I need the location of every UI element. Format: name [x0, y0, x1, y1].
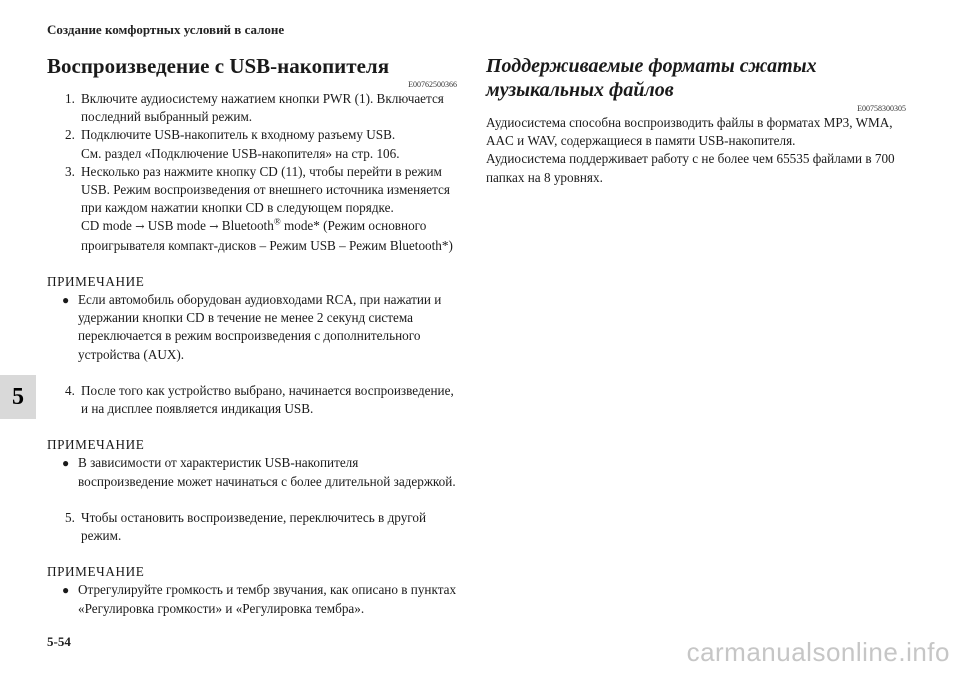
- supported-formats-title: Поддерживаемые форматы сжатых музыкальных файлов: [486, 55, 817, 101]
- note-1: [62, 291, 457, 364]
- step-1: [65, 90, 457, 126]
- note-heading-2: ПРИМЕЧАНИЕ: [47, 437, 145, 453]
- supported-formats-code: E00758300305: [857, 104, 906, 113]
- step-4: [65, 382, 457, 418]
- step-4-number: 4.: [65, 382, 75, 398]
- mode-sequence-usb: USB mode: [147, 218, 206, 234]
- step-5: [65, 509, 457, 545]
- step-3: [65, 163, 457, 255]
- mode-sequence-cd: CD mode: [81, 218, 132, 234]
- usb-playback-code: E00762500366: [408, 80, 457, 89]
- step-5-number: 5.: [65, 509, 75, 525]
- bullet-icon: ●: [62, 456, 70, 471]
- formats-paragraph: Аудиосистема способна воспроизводить файлы в форматах MP3, WMA, AAC и WAV, содержащиеся в памяти USB-накопителя.: [486, 115, 893, 149]
- arrow-right-icon: →: [135, 220, 145, 234]
- step-1-number: 1.: [65, 91, 75, 106]
- mode-sequence-description: mode* (Режим основного проигрывателя компакт-дисков – Режим USB – Режим Bluetooth*): [81, 218, 453, 253]
- registered-mark: ®: [273, 217, 281, 228]
- step-3-text: Несколько раз нажмите кнопку CD (11), чтобы перейти в режим USB. Режим воспроизведения от внешнего источника изменяется при каждом нажатии кнопки CD в следующем порядке.: [81, 163, 450, 216]
- supported-formats-section: [486, 54, 906, 187]
- bullet-icon: ●: [62, 293, 70, 308]
- usb-playback-section: [47, 54, 457, 618]
- note-3: [62, 581, 457, 617]
- watermark: carmanualsonline.info: [686, 637, 950, 667]
- step-2-text: Подключите USB-накопитель к входному разъему USB.: [81, 127, 396, 143]
- chapter-tab: 5: [0, 375, 36, 419]
- bullet-icon: ●: [62, 583, 70, 598]
- limits-paragraph: Аудиосистема поддерживает работу с не более чем 65535 файлами в 700 папках на 8 уровнях.: [486, 151, 895, 185]
- step-3-number: 3.: [65, 163, 75, 179]
- step-2-number: 2.: [65, 127, 75, 143]
- arrow-right-icon: →: [209, 220, 219, 234]
- mode-sequence-bluetooth: Bluetooth: [221, 218, 274, 234]
- note-2: [62, 454, 457, 490]
- page-number: 5-54: [47, 634, 71, 649]
- step-5-text: Чтобы остановить воспроизведение, переключитесь в другой режим.: [81, 509, 427, 544]
- usb-playback-title: Воспроизведение с USB-накопителя: [47, 54, 390, 78]
- note-2-text: В зависимости от характеристик USB-накопителя воспроизведение может начинаться с более длительной задержкой.: [78, 455, 456, 489]
- note-3-text: Отрегулируйте громкость и тембр звучания, как описано в пунктах «Регулировка громкости» и «Регулировка тембра».: [78, 582, 457, 616]
- running-header: Создание комфортных условий в салоне: [47, 22, 285, 37]
- step-1-text: Включите аудиосистему нажатием кнопки PWR (1). Включается последний выбранный режим.: [81, 91, 444, 125]
- step-2-reference: См. раздел «Подключение USB-накопителя» на стр. 106.: [81, 145, 400, 161]
- note-1-text: Если автомобиль оборудован аудиовходами RCA, при нажатии и удержании кнопки CD в течение не менее 2 секунд система переключается в режим воспроизведения с дополнительного устройства (AUX).: [78, 292, 442, 362]
- note-heading-3: ПРИМЕЧАНИЕ: [47, 564, 145, 580]
- note-heading-1: ПРИМЕЧАНИЕ: [47, 273, 145, 289]
- step-4-text: После того как устройство выбрано, начинается воспроизведение, и на дисплее появляется индикация USB.: [81, 382, 454, 417]
- step-2: [65, 126, 457, 162]
